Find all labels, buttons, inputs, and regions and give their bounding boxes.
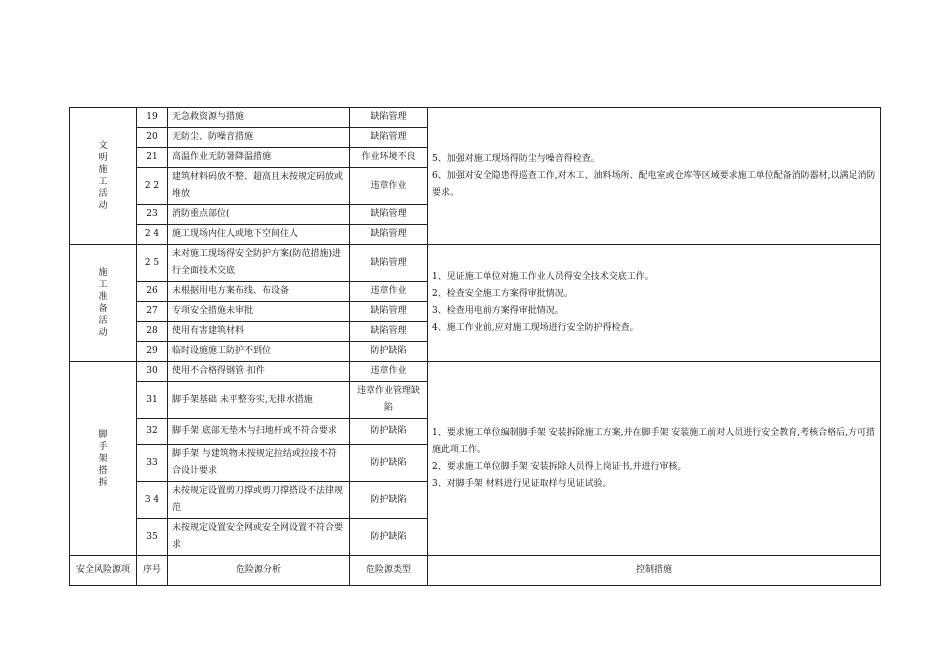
hazard-type: 防护缺陷 [350, 419, 428, 445]
measure-item: 6、加强对安全隐患得巡查工作,对木工、油料场所、配电室或仓库等区域要求施工单位配备消防器材,以满足消防要求。 [432, 170, 876, 198]
row-number: 33 [137, 445, 168, 482]
measure-item: 4、施工作业前,应对施工现场进行安全防护得检查。 [432, 323, 639, 333]
hazard-type: 缺陷管理 [350, 108, 428, 128]
hazard-description: 无急救资源与措施 [168, 108, 350, 128]
measure-item: 2、要求施工单位脚手架 安装拆除人员得上岗证书,并进行审核。 [432, 461, 687, 472]
category-cell: 文明施工活动 [70, 108, 137, 245]
measure-item: 2、检查安全施工方案得审批情况。 [432, 289, 573, 299]
hazard-description: 无防尘、防噪音措施 [168, 128, 350, 148]
row-number: 3 4 [137, 482, 168, 519]
hazard-type: 缺陷管理 [350, 128, 428, 148]
table-row [70, 245, 881, 282]
hazard-type: 防护缺陷 [350, 445, 428, 482]
hazard-description: 未对施工现场得安全防护方案(防范措施)进行全面技术交底 [168, 245, 350, 282]
row-number: 20 [137, 128, 168, 148]
row-number: 23 [137, 205, 168, 225]
hazard-description: 脚手架 与建筑物未按规定拉结或拉接不符合设计要求 [168, 445, 350, 482]
measure-item: 5、加强对施工现场得防尘与噪音得检查。 [432, 153, 600, 164]
hazard-description: 未按规定设置剪刀撑或剪刀撑搭设不法律规范 [168, 482, 350, 519]
row-number: 2 5 [137, 245, 168, 282]
hazard-type: 作业环境不良 [350, 148, 428, 168]
hazard-description: 未按规定设置安全网或安全网设置不符合要求 [168, 519, 350, 556]
hazard-description: 使用有害建筑材料 [168, 322, 350, 342]
hazard-description: 专项安全措施未审批 [168, 302, 350, 322]
category-cell: 脚手架搭拆 [70, 362, 137, 556]
column-header-measures: 控制措施 [428, 556, 881, 586]
hazard-table [69, 107, 881, 586]
measure-item: 3、检查用电前方案得审批情况。 [432, 306, 564, 316]
measure-item: 3、对脚手架 材料进行见证取样与见证试验。 [432, 478, 612, 489]
column-header-type: 危险源类型 [350, 556, 428, 586]
hazard-description: 使用不合格得钢管 扣件 [168, 362, 350, 382]
hazard-description: 施工现场内住人或地下空间住人 [168, 225, 350, 245]
row-number: 2 4 [137, 225, 168, 245]
row-number: 35 [137, 519, 168, 556]
control-measures [428, 108, 881, 245]
hazard-type: 违章作业 [350, 282, 428, 302]
hazard-type: 违章作业 [350, 168, 428, 205]
row-number: 2 2 [137, 168, 168, 205]
hazard-type: 缺陷管理 [350, 245, 428, 282]
hazard-type: 缺陷管理 [350, 205, 428, 225]
hazard-type: 缺陷管理 [350, 225, 428, 245]
hazard-type: 防护缺陷 [350, 519, 428, 556]
hazard-description: 未根据用电方案布线、布设备 [168, 282, 350, 302]
hazard-type: 违章作业 [350, 362, 428, 382]
hazard-description: 高温作业无防暑降温措施 [168, 148, 350, 168]
hazard-type: 防护缺陷 [350, 482, 428, 519]
hazard-type: 违章作业管理缺陷 [350, 382, 428, 419]
column-header-analysis: 危险源分析 [168, 556, 350, 586]
column-header-source: 安全风险源项 [70, 556, 137, 586]
hazard-type: 缺陷管理 [350, 322, 428, 342]
hazard-description: 建筑材料码放不整、超高且未按规定码放或堆放 [168, 168, 350, 205]
row-number: 32 [137, 419, 168, 445]
control-measures [428, 245, 881, 362]
table-row [70, 108, 881, 128]
table-row [70, 362, 881, 382]
measure-item: 1、要求施工单位编制脚手架 安装拆除施工方案,并在脚手架 安装施工前对人员进行安全教育,考核合格后,方可措施此项工作。 [432, 427, 876, 455]
hazard-description: 脚手架 底部无垫木与扫地杆或不符合要求 [168, 419, 350, 445]
row-number: 31 [137, 382, 168, 419]
column-header-number: 序号 [137, 556, 168, 586]
row-number: 28 [137, 322, 168, 342]
row-number: 26 [137, 282, 168, 302]
hazard-description: 消防重点部位( [168, 205, 350, 225]
measure-item: 1、见证施工单位对施工作业人员得安全技术交底工作。 [432, 272, 654, 282]
hazard-type: 缺陷管理 [350, 302, 428, 322]
row-number: 19 [137, 108, 168, 128]
hazard-description: 脚手架基础 未平整夯实,无排水措施 [168, 382, 350, 419]
hazard-type: 防护缺陷 [350, 342, 428, 362]
hazard-description: 临时设施施工防护不到位 [168, 342, 350, 362]
table-header-row [70, 556, 881, 586]
row-number: 27 [137, 302, 168, 322]
row-number: 29 [137, 342, 168, 362]
row-number: 30 [137, 362, 168, 382]
control-measures [428, 362, 881, 556]
row-number: 21 [137, 148, 168, 168]
category-cell: 施工准备活动 [70, 245, 137, 362]
